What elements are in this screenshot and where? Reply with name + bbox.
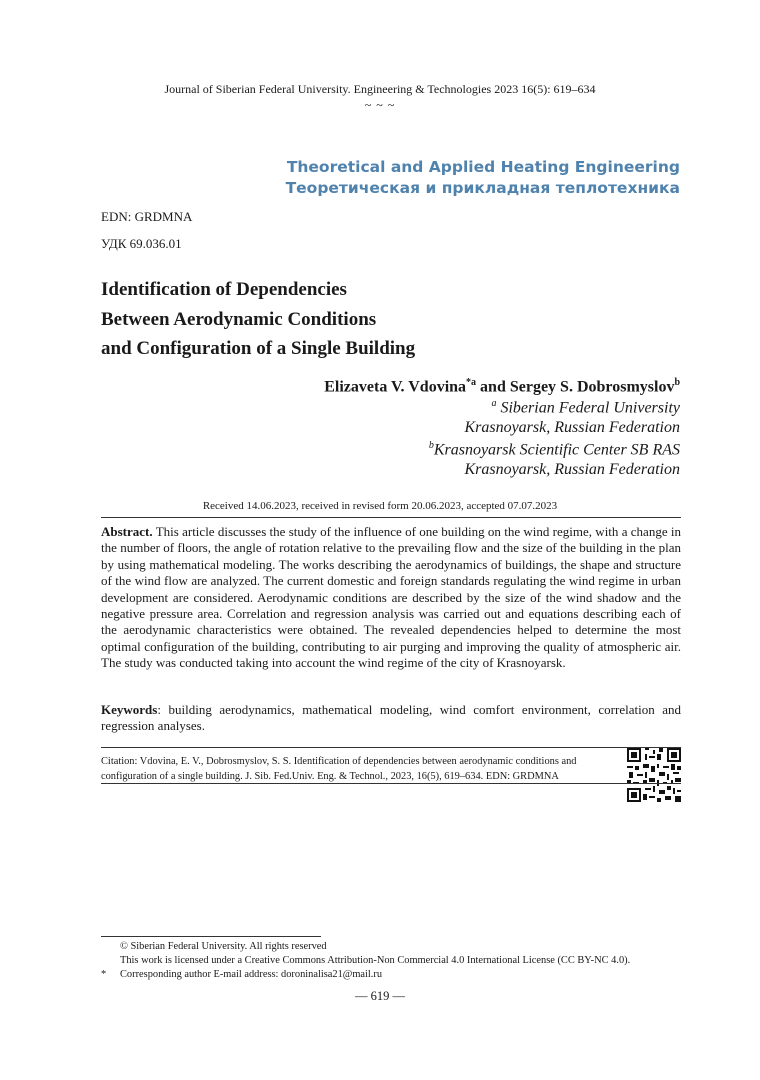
udk-code: УДК 69.036.01	[101, 236, 182, 251]
keywords-text: : building aerodynamics, mathematical modeling, wind comfort environment, correlation and regression analyses.	[101, 702, 681, 734]
authors	[324, 377, 680, 396]
footnote-email: Corresponding author E-mail address: doroninalisa21@mail.ru	[120, 969, 383, 980]
footnote-copyright: © Siberian Federal University. All rights reserved	[120, 941, 327, 952]
article-title	[101, 275, 415, 364]
affiliation-a-mark: a	[491, 398, 497, 409]
title-line-2: Between Aerodynamic Conditions	[101, 308, 377, 330]
abstract-label: Abstract.	[101, 524, 153, 539]
affiliation-a-line-2: Krasnoyarsk, Russian Federation	[464, 419, 680, 436]
affiliation-a-name: Siberian Federal University	[496, 399, 680, 417]
edn-code: EDN: GRDMNA	[101, 209, 193, 224]
title-line-3: and Configuration of a Single Building	[101, 338, 416, 359]
affiliation-b-mark: b	[428, 440, 434, 451]
footnote-star: *	[101, 969, 107, 980]
citation: Citation: Vdovina, E. V., Dobrosmyslov, S. S. Identification of dependencies between aerodynamic conditions and configuration of a single building. J. Sib. Fed.Univ. Eng. & Technol., 2023, 16(5), 619–634. EDN: GRDMNA	[101, 756, 577, 782]
author-connector: and	[476, 378, 510, 396]
author-2-mark: b	[674, 377, 680, 388]
affiliation-b-line-2: Krasnoyarsk, Russian Federation	[464, 461, 680, 478]
keywords	[101, 702, 681, 735]
author-1-mark: *a	[466, 377, 477, 388]
divider-citation-top	[101, 747, 681, 748]
footnote-divider	[101, 936, 321, 937]
footnote-corresponding	[101, 969, 382, 980]
divider-citation-bottom	[101, 783, 681, 784]
qr-code-icon[interactable]	[627, 748, 681, 802]
abstract-text: This article discusses the study of the influence of one building on the wind regime, with a change in the number of floors, the angle of rotation relative to the prevailing flow and the size of the building in the plan by using mathematical modeling. The works describing the aerodynamics of buildings, the shape and structure of the wind flow are analyzed. The current domestic and foreign standards regulating the wind regime in urban development are considered. Aerodynamic conditions are described by the size of the wind shadow and the negative pressure area. Correlation and regression analysis was carried out and equations describing each of the aerodynamic characteristics were obtained. The revealed dependencies helped to determine the most optimal configuration of the building, contributing to air purging and improving the quality of atmospheric air. The study was conducted taking into account the wind regime of the city of Krasnoyarsk.	[101, 524, 681, 671]
journal-header: Journal of Siberian Federal University. Engineering & Technologies 2023 16(5): 619–634	[164, 82, 596, 96]
header-separator: ~ ~ ~	[364, 98, 396, 112]
affiliation-b-line-1	[429, 440, 680, 459]
affiliation-b-name: Krasnoyarsk Scientific Center SB RAS	[433, 441, 680, 459]
title-line-1: Identification of Dependencies	[101, 279, 347, 300]
abstract	[101, 524, 681, 672]
section-title-ru: Теоретическая и прикладная теплотехника	[285, 179, 680, 197]
received-dates: Received 14.06.2023, received in revised form 20.06.2023, accepted 07.07.2023	[202, 500, 558, 512]
section-title-en: Theoretical and Applied Heating Engineering	[286, 158, 680, 176]
footnote-license: This work is licensed under a Creative Commons Attribution-Non Commercial 4.0 International License (CC BY-NC 4.0).	[120, 955, 631, 966]
author-1: Elizaveta V. Vdovina	[324, 378, 467, 396]
page-number: — 619 —	[355, 989, 405, 1003]
keywords-label: Keywords	[101, 702, 158, 717]
author-2: Sergey S. Dobrosmyslov	[509, 378, 675, 396]
affiliation-a-line-1	[491, 398, 680, 417]
divider-top	[101, 517, 681, 518]
